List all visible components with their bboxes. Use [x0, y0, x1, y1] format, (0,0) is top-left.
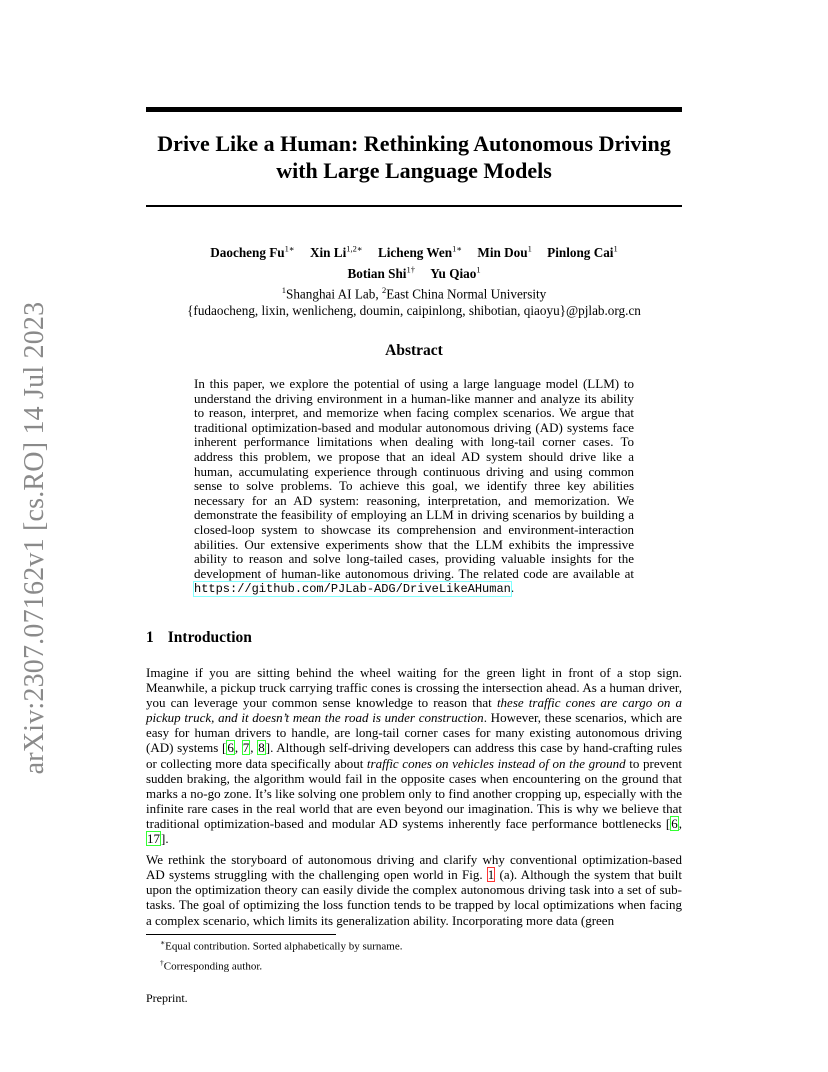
citation-link[interactable]: 6: [227, 740, 234, 756]
arxiv-stamp: [10, 298, 60, 778]
code-link[interactable]: https://github.com/PJLab-ADG/DriveLikeAHuman: [194, 582, 511, 597]
citation-link[interactable]: 7: [242, 740, 250, 756]
section-heading: [146, 629, 252, 647]
section-title: Introduction: [167, 629, 252, 646]
footnote: †Corresponding author.: [160, 957, 263, 973]
introduction-body: [146, 665, 682, 934]
footnotes: [160, 935, 402, 974]
author: Daocheng $Fu^{1∗}$: [210, 244, 295, 261]
arxiv-id: arXiv:2307.07162v1 [cs.RO] 14 Jul 2023: [19, 301, 50, 775]
author: Botian Shi$^{1\dagger}$: [347, 264, 415, 281]
title-bottom-rule: [146, 205, 682, 207]
author: Pinlong Cai$^1$: [547, 244, 618, 261]
title-top-rule: [146, 107, 682, 112]
author-names: [146, 241, 682, 282]
citation-link[interactable]: 17: [147, 831, 160, 847]
title-line-1: Drive Like a Human: Rethinking Autonomous Driving: [157, 131, 671, 156]
author-emails: {fudaocheng, lixin, wenlicheng, doumin, caipinlong, shibotian, qiaoyu}@pjlab.org.cn: [187, 303, 641, 319]
author: Xin $Li^{1,2∗}$: [309, 244, 363, 261]
figure-link[interactable]: 1: [487, 867, 495, 883]
affiliations: $^1$Shanghai AI Lab, $^2$East China Normal University: [281, 284, 547, 302]
abstract-text: In this paper, we explore the potential of using a large language model (LLM) to understand the driving environment in a human-like manner and analyze its ability to reason, interpret, and memorize when facing complex scenarios. We argue that traditional optimization-based and modular autonomous driving (AD) systems face inherent performance limitations when dealing with long-tail corner cases. To address this problem, we propose that an ideal AD system should drive like a human, accumulating experience through continuous driving and using common sense to solve problems. To achieve this goal, we identify three key abilities necessary for an AD system: reasoning, interpretation, and memorization. We demonstrate the feasibility of employing an LLM in driving scenarios by building a closed-loop system to showcase its comprehension and environment-interaction abilities. Our extensive experiments show that the LLM exhibits the impressive ability to reason and solve long-tailed cases, providing valuable insights for the development of human-like autonomous driving. The related code are available at https://github.com/PJLab-ADG/DriveLikeAHuman.: [194, 376, 634, 597]
author-block: [146, 241, 682, 319]
title-line-2: with Large Language Models: [276, 158, 552, 183]
citation-link[interactable]: 6: [671, 815, 678, 831]
author: Min Dou$^1$: [477, 244, 532, 261]
abstract-heading: Abstract: [385, 342, 443, 359]
paragraph: Imagine if you are sitting behind the wheel waiting for the green light in front of a stop sign. Meanwhile, a pickup truck carrying traffic cones is crossing the intersection ahead. As a human driver, you can leverage your common sense knowledge to reason that these traffic cones are cargo on a pickup truck, and it doesn’t mean the road is under construction. However, these scenarios, which are easy for human drivers to handle, are long-tail corner cases for many existing autonomous driving (AD) systems [6, 7, 8]. Although self-driving developers can address this case by hand-crafting rules or collecting more data specifically about traffic cones on vehicles instead of on the ground to prevent sudden braking, the algorithm would fail in the opposite cases when encountering on the ground that marks a no-go zone. It’s like solving one problem only to find another cropping up, especially with the infinite rare cases in the real world that are even beyond our imagination. This is why we believe that traditional optimization-based and modular AD systems inherently face performance bottlenecks [6, 17].: [146, 665, 683, 847]
author: Yu Qiao$^1$: [430, 264, 481, 281]
paragraph: We rethink the storyboard of autonomous driving and clarify why conventional optimization-based AD systems struggling with the challenging open world in Fig. 1 (a). Although the system that built upon the optimization theory can easily divide the complex autonomous driving task into a set of sub-tasks. The goal of optimizing the loss function tends to be trapped by local optimizations when facing a complex scenario, which limits its generalization ability. Incorporating more data (green: [146, 852, 682, 928]
footnote: ∗Equal contribution. Sorted alphabetically by surname.: [160, 938, 403, 953]
preprint-footer: Preprint.: [146, 991, 188, 1005]
author: Licheng Wen$^{1∗}$: [377, 244, 463, 261]
citation-link[interactable]: 8: [258, 740, 265, 756]
paper-title: [146, 130, 682, 184]
section-number: 1: [146, 629, 154, 646]
